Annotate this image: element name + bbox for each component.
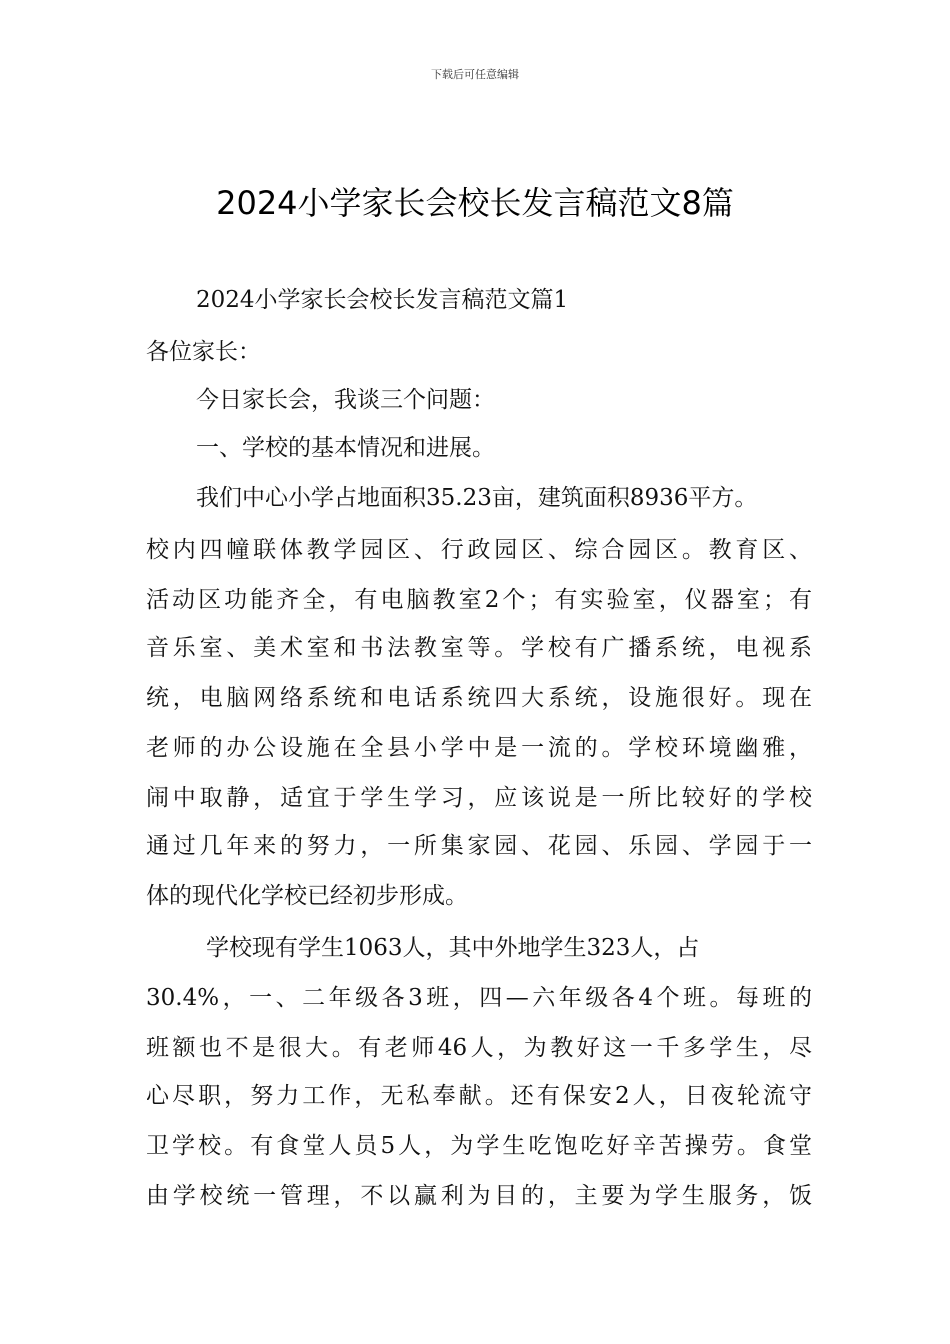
paragraph-line: 30.4%，一、二年级各3班，四—六年级各4个班。每班的 — [146, 985, 812, 1011]
section-heading: 2024小学家长会校长发言稿范文篇1 — [196, 287, 569, 313]
paragraph-line: 活动区功能齐全，有电脑教室2个；有实验室，仪器室；有 — [146, 587, 812, 613]
paragraph-line: 通过几年来的努力，一所集家园、花园、乐园、学园于一 — [146, 833, 812, 859]
document-title: 2024小学家长会校长发言稿范文8篇 — [216, 184, 734, 222]
paragraph-line: 体的现代化学校已经初步形成。 — [146, 883, 468, 909]
paragraph-line: 由学校统一管理，不以赢利为目的，主要为学生服务，饭 — [146, 1183, 812, 1209]
paragraph-line: 今日家长会，我谈三个问题： — [196, 387, 495, 413]
salutation: 各位家长： — [146, 339, 261, 365]
header-note: 下载后可任意编辑 — [431, 68, 519, 81]
paragraph-line: 我们中心小学占地面积35.23亩，建筑面积8936平方。 — [196, 485, 758, 511]
paragraph-line: 统，电脑网络系统和电话系统四大系统，设施很好。现在 — [146, 685, 812, 711]
paragraph-line: 心尽职，努力工作，无私奉献。还有保安2人，日夜轮流守 — [146, 1083, 812, 1109]
paragraph-line: 老师的办公设施在全县小学中是一流的。学校环境幽雅， — [146, 735, 812, 761]
paragraph-line: 闹中取静，适宜于学生学习，应该说是一所比较好的学校 — [146, 785, 812, 811]
paragraph-line: 一、学校的基本情况和进展。 — [196, 435, 495, 461]
paragraph-line: 卫学校。有食堂人员5人，为学生吃饱吃好辛苦操劳。食堂 — [146, 1133, 812, 1159]
paragraph-line: 校内四幢联体教学园区、行政园区、综合园区。教育区、 — [146, 537, 812, 563]
paragraph-line: 音乐室、美术室和书法教室等。学校有广播系统，电视系 — [146, 635, 812, 661]
paragraph-line: 学校现有学生1063人，其中外地学生323人，占 — [206, 935, 700, 961]
paragraph-line: 班额也不是很大。有老师46人，为教好这一千多学生，尽 — [146, 1035, 812, 1061]
